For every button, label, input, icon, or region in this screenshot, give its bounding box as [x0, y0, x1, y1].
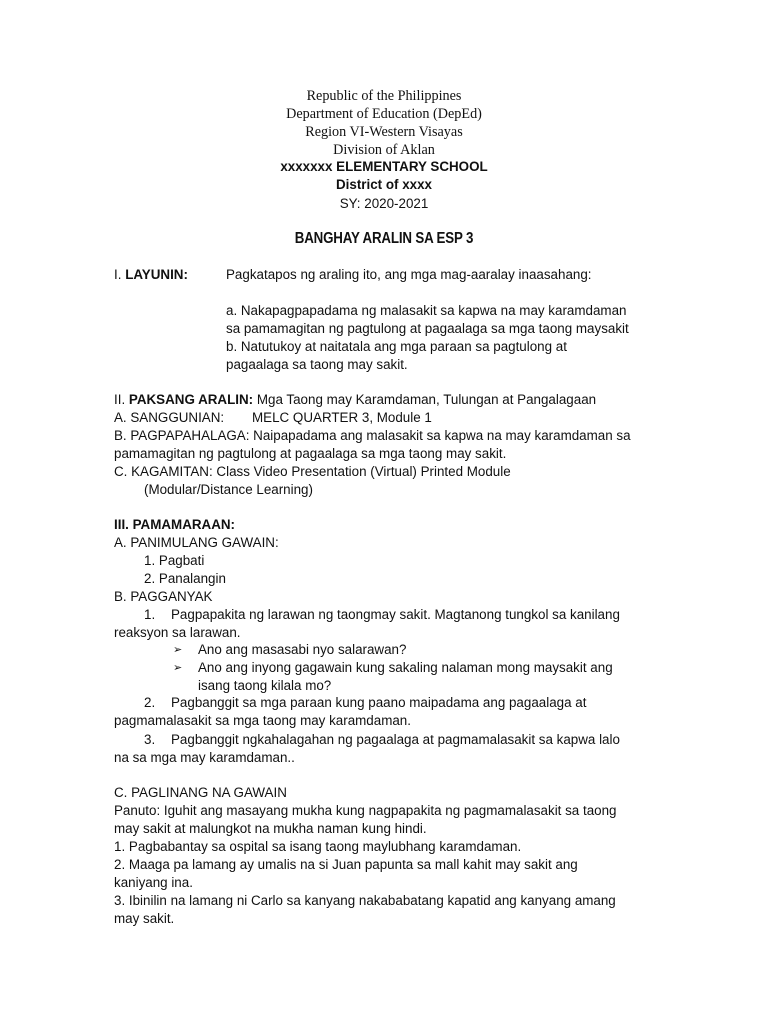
layunin-objective-b-line2: pagaalaga sa taong may sakit. — [226, 357, 408, 372]
section-number: II. — [114, 392, 126, 407]
question-2-line1: Ano ang inyong gagawain kung sakaling nalaman mong maysakit ang — [198, 660, 613, 675]
sanggunian-label: A. SANGGUNIAN: — [114, 410, 225, 425]
kagamitan-line2: (Modular/Distance Learning) — [144, 482, 313, 497]
panuto-line1: Panuto: Iguhit ang masayang mukha kung nagpapakita ng pagmamalasakit sa taong — [114, 803, 617, 818]
paglinang-item-1: 1. Pagbabantay sa ospital sa isang taong maylubhang karamdaman. — [114, 839, 522, 854]
panimulang-item-2: 2. Panalangin — [144, 571, 226, 586]
arrowhead-bullet-icon: ➢ — [173, 644, 183, 656]
paksa-topic: Mga Taong may Karamdaman, Tulungan at Pangalagaan — [256, 392, 597, 407]
pagganyak-item-3-number: 3. — [144, 732, 156, 747]
layunin-objective-a-line2: sa pamamagitan ng pagtulong at pagaalaga sa mga taong maysakit — [226, 321, 629, 336]
pagganyak-item-3-line1: Pagbanggit ngkahalagahan ng pagaalaga at pagmamalasakit sa kapwa lalo — [171, 732, 620, 747]
pagganyak-item-2-line1: Pagbanggit sa mga paraan kung paano maipadama ang pagaalaga at — [171, 695, 587, 710]
pagganyak-item-2-line2: pagmamalasakit sa mga taong may karamdaman. — [114, 713, 411, 728]
pagganyak-item-2-number: 2. — [144, 695, 156, 710]
layunin-objective-a-line1: a. Nakapagpapadama ng malasakit sa kapwa na may karamdaman — [226, 303, 627, 318]
pagganyak-item-1-number: 1. — [144, 607, 156, 622]
section-layunin-heading — [114, 266, 188, 284]
document-title: BANGHAY ARALIN SA ESP 3 — [294, 230, 474, 247]
header-school: xxxxxxx ELEMENTARY SCHOOL — [280, 159, 488, 174]
pagganyak-item-1-line2: reaksyon sa larawan. — [114, 625, 241, 640]
header-republic: Republic of the Philippines — [306, 88, 462, 104]
pagganyak-label: B. PAGGANYAK — [114, 589, 213, 604]
section-paksa-heading — [114, 391, 596, 409]
section-label: LAYUNIN: — [125, 267, 188, 282]
pagganyak-item-1-line1: Pagpapakita ng larawan ng taongmay sakit. Magtanong tungkol sa kanilang — [171, 607, 620, 622]
sanggunian-value: MELC QUARTER 3, Module 1 — [252, 410, 432, 425]
arrowhead-bullet-icon: ➢ — [173, 662, 183, 674]
panuto-line2: may sakit at malungkot na mukha naman kung hindi. — [114, 821, 427, 836]
paglinang-label: C. PAGLINANG NA GAWAIN — [114, 785, 287, 800]
header-sy: SY: 2020-2021 — [339, 196, 429, 211]
paglinang-item-3-line2: may sakit. — [114, 911, 175, 926]
section-number: I. — [114, 267, 122, 282]
pagpapahalaga-line2: pamamagitan ng pagtulong at pagaalaga sa mga taong may sakit. — [114, 446, 507, 461]
question-1: Ano ang masasabi nyo salarawan? — [198, 642, 407, 657]
pagganyak-item-3-line2: na sa mga may karamdaman.. — [114, 750, 295, 765]
section-label: PAKSANG ARALIN: — [128, 392, 254, 407]
pagpapahalaga-line1: B. PAGPAPAHALAGA: Naipapadama ang malasakit sa kapwa na may karamdaman sa — [114, 428, 631, 443]
header-district: District of xxxx — [335, 177, 432, 192]
header-department: Department of Education (DepEd) — [286, 106, 482, 122]
question-2-line2: isang taong kilala mo? — [198, 678, 332, 693]
paglinang-item-2-line1: 2. Maaga pa lamang ay umalis na si Juan papunta sa mall kahit may sakit ang — [114, 857, 578, 872]
layunin-intro: Pagkatapos ng araling ito, ang mga mag-aaralay inaasahang: — [226, 267, 592, 282]
paglinang-item-2-line2: kaniyang ina. — [114, 875, 193, 890]
panimulang-gawain-label: A. PANIMULANG GAWAIN: — [114, 535, 279, 550]
paglinang-item-3-line1: 3. Ibinilin na lamang ni Carlo sa kanyang nakababatang kapatid ang kanyang amang — [114, 893, 616, 908]
kagamitan-line1: C. KAGAMITAN: Class Video Presentation (Virtual) Printed Module — [114, 464, 511, 479]
header-division: Division of Aklan — [333, 142, 435, 158]
section-pamamaraan-heading: III. PAMAMARAAN: — [114, 517, 235, 532]
header-region: Region VI-Western Visayas — [305, 124, 463, 140]
layunin-objective-b-line1: b. Natutukoy at naitatala ang mga paraan sa pagtulong at — [226, 339, 567, 354]
panimulang-item-1: 1. Pagbati — [144, 553, 205, 568]
